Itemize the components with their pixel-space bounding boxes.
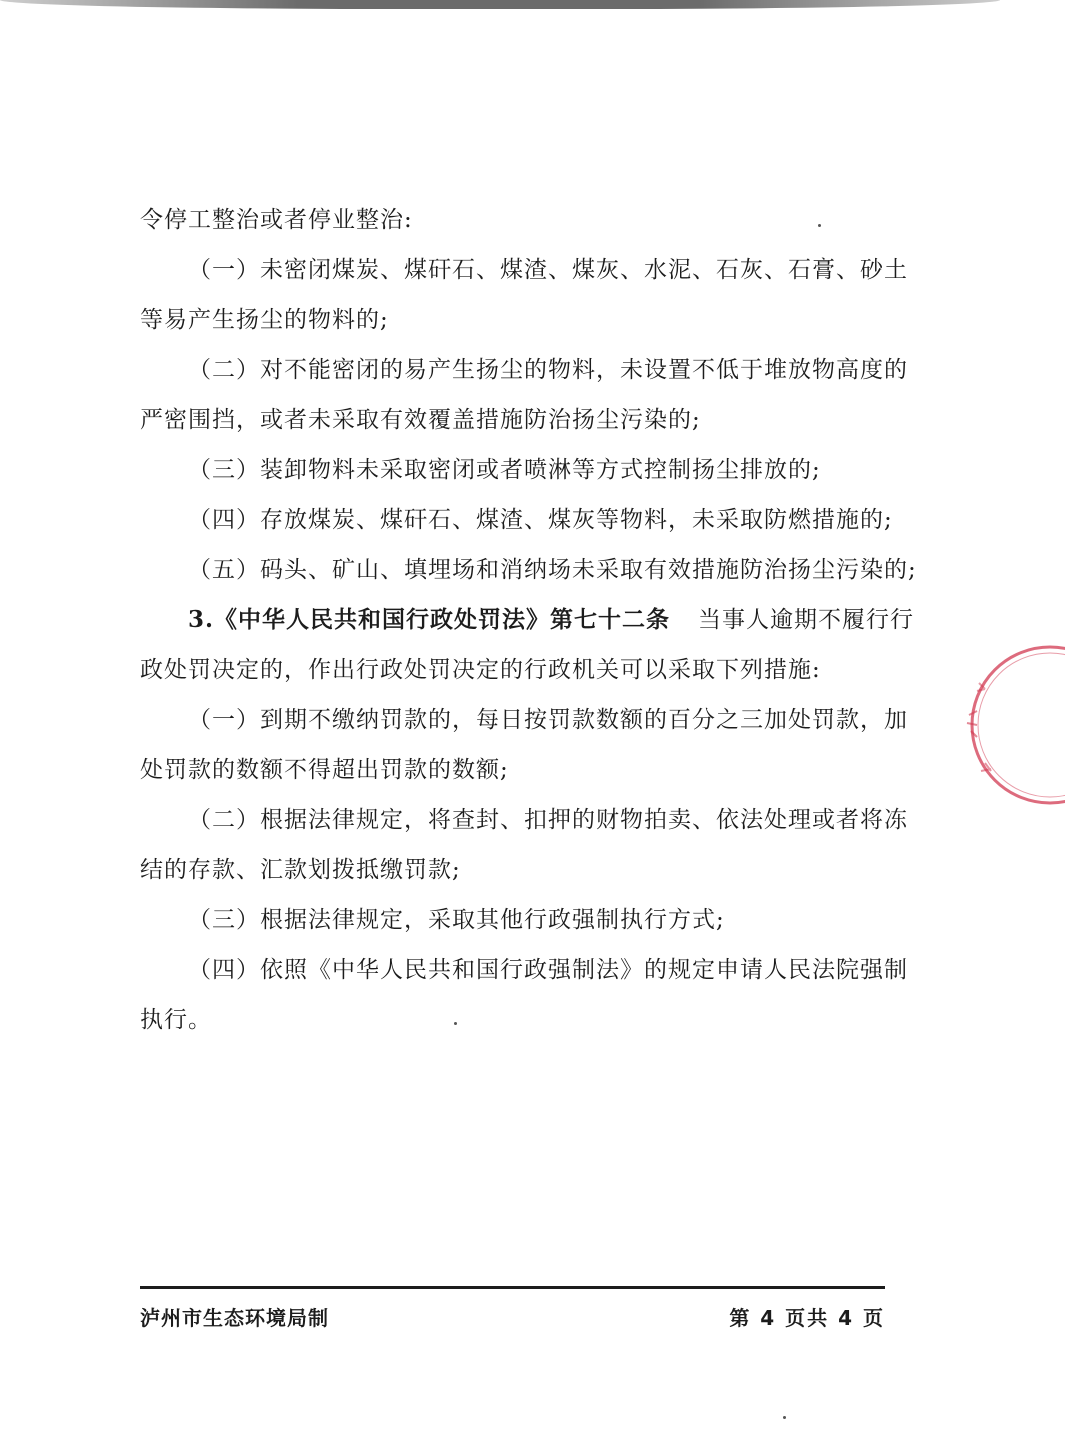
text-line: （三）根据法律规定，采取其他行政强制执行方式;	[188, 907, 725, 933]
text-line: 严密围挡，或者未采取有效覆盖措施防治扬尘污染的;	[140, 407, 701, 433]
text-line: 令停工整治或者停业整治:	[140, 207, 413, 233]
text-line: 处罚款的数额不得超出罚款的数额;	[140, 757, 509, 783]
text-line: 等易产生扬尘的物料的;	[140, 307, 389, 333]
article-heading: 3.《中华人民共和国行政处罚法》第七十二条	[188, 606, 671, 633]
footer-divider	[140, 1286, 885, 1289]
text-line: （四）存放煤炭、煤矸石、煤渣、煤灰等物料，未采取防燃措施的;	[188, 507, 893, 533]
text-line: 结的存款、汇款划拨抵缴罚款;	[140, 857, 461, 883]
text-line: 执行。	[140, 1007, 212, 1033]
document-body	[140, 195, 917, 1045]
text-line: （二）对不能密闭的易产生扬尘的物料，未设置不低于堆放物高度的	[188, 357, 908, 383]
footer-page-number: 第 4 页共 4 页	[729, 1306, 885, 1330]
text-line: （四）依照《中华人民共和国行政强制法》的规定申请人民法院强制	[188, 957, 908, 983]
scan-speck	[454, 1022, 457, 1025]
article-line	[140, 595, 915, 645]
scan-edge-shadow	[0, 0, 1000, 9]
article-text: 当事人逾期不履行行	[698, 607, 915, 633]
footer-issuer: 泸州市生态环境局制	[140, 1306, 329, 1330]
seal-ring	[972, 647, 1065, 803]
text-line: （一）到期不缴纳罚款的，每日按罚款数额的百分之三加处罚款，加	[188, 707, 908, 733]
text-line: （三）装卸物料未采取密闭或者喷淋等方式控制扬尘排放的;	[188, 457, 821, 483]
scan-speck	[818, 224, 821, 227]
text-line: （五）码头、矿山、填埋场和消纳场未采取有效措施防治扬尘污染的;	[188, 557, 917, 583]
scan-speck	[783, 1416, 786, 1419]
text-line: 政处罚决定的，作出行政处罚决定的行政机关可以采取下列措施:	[140, 657, 821, 683]
official-seal-stamp	[955, 645, 1065, 805]
text-line: （一）未密闭煤炭、煤矸石、煤渣、煤灰、水泥、石灰、石膏、砂土	[188, 257, 908, 283]
text-line: （二）根据法律规定，将查封、扣押的财物拍卖、依法处理或者将冻	[188, 807, 908, 833]
